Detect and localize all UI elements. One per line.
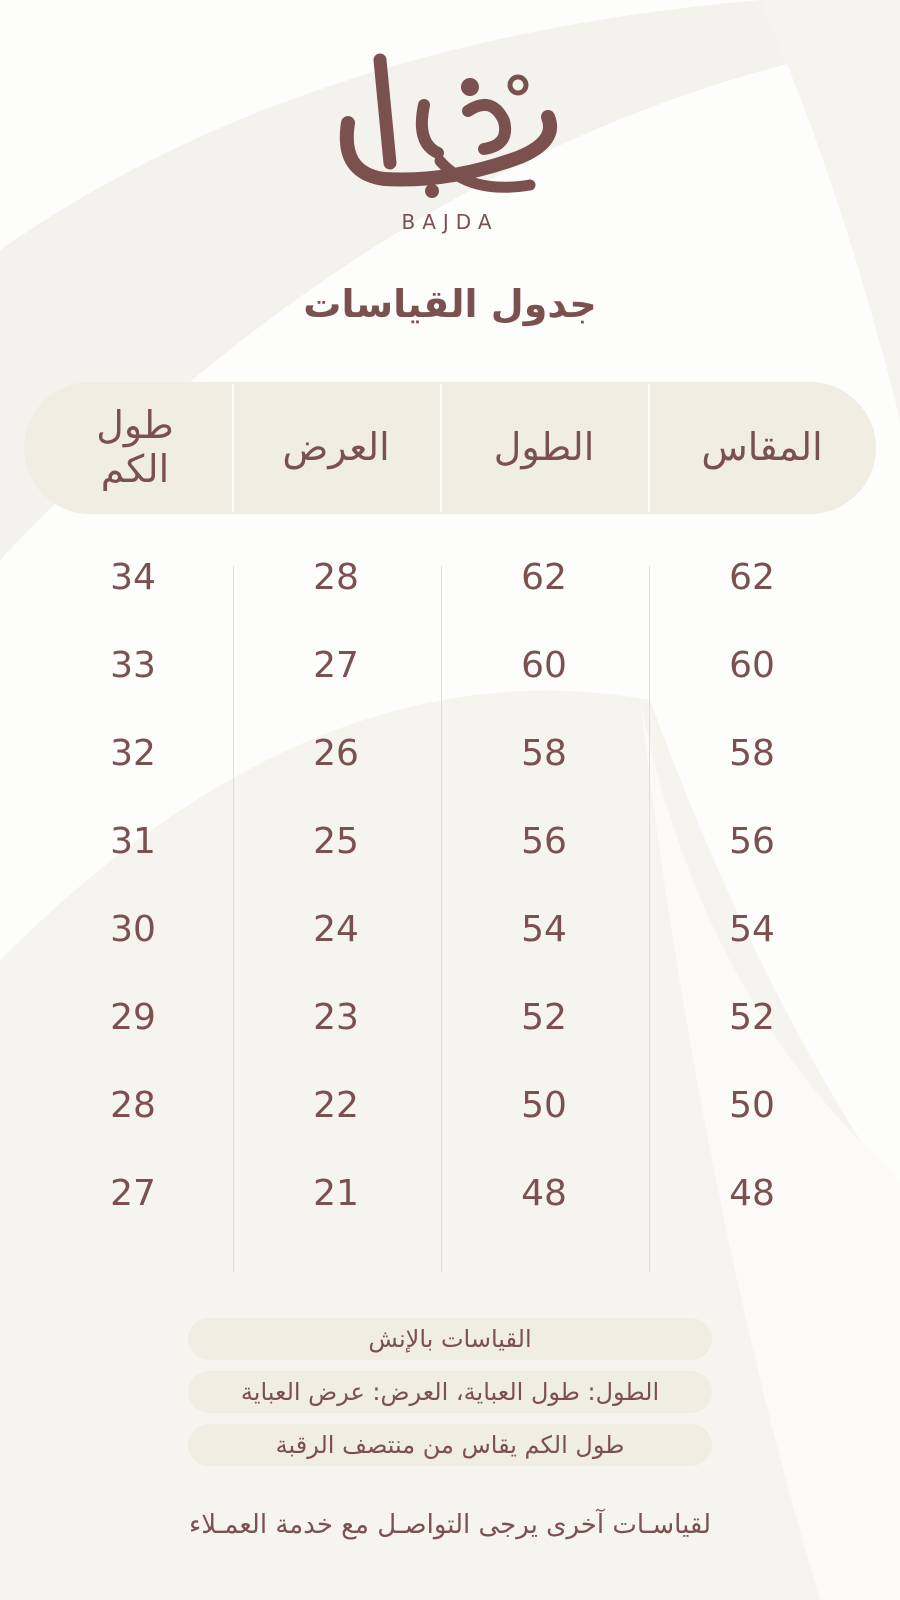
cell-size: 54 — [729, 909, 775, 950]
cell-length: 62 — [521, 557, 567, 598]
cell-width: 24 — [313, 909, 359, 950]
cell-width: 27 — [313, 645, 359, 686]
table-row — [24, 636, 876, 696]
table-row — [24, 1164, 876, 1224]
header-length: الطول — [493, 425, 595, 470]
brand-name-latin: BAJDA — [401, 210, 499, 234]
table-row — [24, 812, 876, 872]
cell-width: 23 — [313, 997, 359, 1038]
table-row — [24, 988, 876, 1048]
cell-width: 25 — [313, 821, 359, 862]
page-title: جدول القياسات — [303, 282, 597, 326]
header-divider — [232, 384, 234, 512]
bajda-logo — [320, 45, 580, 205]
cell-size: 60 — [729, 645, 775, 686]
cell-length: 58 — [521, 733, 567, 774]
header-divider — [648, 384, 650, 512]
cell-length: 56 — [521, 821, 567, 862]
cell-length: 50 — [521, 1085, 567, 1126]
cell-width: 28 — [313, 557, 359, 598]
cell-sleeve: 28 — [110, 1085, 156, 1126]
cell-width: 26 — [313, 733, 359, 774]
cell-sleeve: 31 — [110, 821, 156, 862]
table-row — [24, 548, 876, 608]
cell-size: 58 — [729, 733, 775, 774]
cell-size: 52 — [729, 997, 775, 1038]
header-divider — [440, 384, 442, 512]
cell-sleeve: 32 — [110, 733, 156, 774]
note-length-width: الطول: طول العباية، العرض: عرض العباية — [188, 1371, 712, 1413]
table-row — [24, 1076, 876, 1136]
cell-length: 48 — [521, 1173, 567, 1214]
header-sleeve-length: طول الكم — [96, 403, 174, 491]
cell-sleeve: 33 — [110, 645, 156, 686]
cell-width: 22 — [313, 1085, 359, 1126]
cell-sleeve: 34 — [110, 557, 156, 598]
note-units: القياسات بالإنش — [188, 1318, 712, 1360]
header-width: العرض — [282, 425, 390, 470]
cell-length: 60 — [521, 645, 567, 686]
header-size: المقاس — [701, 425, 823, 470]
cell-size: 56 — [729, 821, 775, 862]
table-row — [24, 724, 876, 784]
cell-size: 62 — [729, 557, 775, 598]
cell-size: 50 — [729, 1085, 775, 1126]
note-sleeve: طول الكم يقاس من منتصف الرقبة — [188, 1424, 712, 1466]
cell-sleeve: 27 — [110, 1173, 156, 1214]
footer-contact-note: لقياسـات آخرى يرجى التواصـل مع خدمة العمـلاء — [188, 1510, 711, 1540]
table-row — [24, 900, 876, 960]
cell-size: 48 — [729, 1173, 775, 1214]
cell-width: 21 — [313, 1173, 359, 1214]
cell-sleeve: 29 — [110, 997, 156, 1038]
cell-length: 54 — [521, 909, 567, 950]
cell-sleeve: 30 — [110, 909, 156, 950]
cell-length: 52 — [521, 997, 567, 1038]
